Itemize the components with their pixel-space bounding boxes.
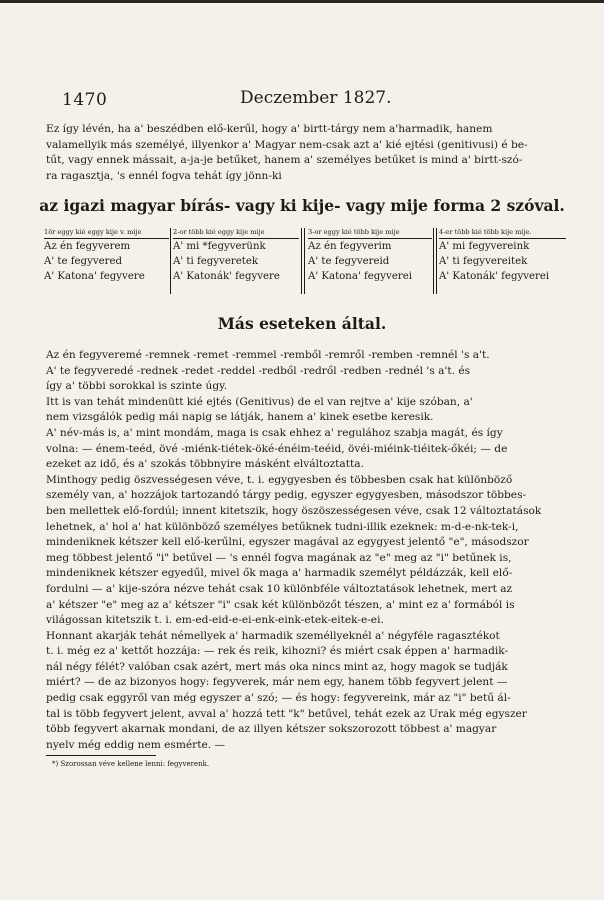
table-column — [439, 228, 566, 294]
body-line: Itt is van tehát mindenütt kié ejtés (Genitivus) de el van rejtve a' kije szóban, a' — [46, 395, 473, 408]
declension-table — [44, 228, 566, 294]
body-line: világossan kitetszik t. i. em-ed-eid-e-ei-enk-eink-etek-eitek-e-ei. — [46, 614, 384, 627]
intro-line: Ez így lévén, ha a' beszédben elő-kerűl, hogy a' birtt-tárgy nem a'harmadik, hanem — [46, 123, 493, 135]
body-text — [46, 348, 560, 753]
column-divider — [301, 228, 302, 294]
body-line: pedig csak eggyről van még egyszer a' szó; — és hogy: fegyvereink, már az "i" betű ál- — [46, 692, 511, 705]
body-line: Minthogy pedig öszvességesen véve, t. i. egygyesben és többesben csak hat különböző — [46, 473, 513, 486]
intro-line: valamellyik más személyé, illyenkor a' Magyar nem-csak azt a' kié ejtési (genitivusi) é be- — [46, 138, 528, 151]
body-line: több fegyvert akarnak mondani, de az illyen kétszer sokszorozott többest a' magyar — [46, 723, 497, 736]
column-header: 4-er több kié több kije mije. — [439, 228, 566, 239]
table-column — [308, 228, 432, 294]
section-heading-forms: az igazi magyar bírás- vagy ki kije- vagy mije forma 2 szóval. — [39, 196, 565, 215]
page-top-edge — [0, 0, 604, 3]
body-line: mindeniknek kétszer kell elő-kerűlni, egyszer magával az egygyest jelentő "e", másodszor — [46, 536, 529, 549]
column-header: 2-or több kié eggy kije mije — [173, 228, 299, 239]
table-cell: Az én fegyverem — [44, 241, 131, 252]
footnote: *) Szorossan véve kellene lenni: fegyverenk. — [52, 760, 210, 768]
column-header: 3-or eggy kié több kije mije — [308, 228, 432, 239]
table-cell: Az én fegyverim — [308, 241, 392, 252]
body-line: t. i. még ez a' kettőt hozzája: — rek és reik, kihozni? és miért csak éppen a' harmadik- — [46, 645, 509, 658]
table-column — [173, 228, 299, 294]
footnote-rule — [46, 755, 156, 756]
table-cell: A' Katonák' fegyvere — [173, 271, 280, 282]
table-cell: A' Katonák' fegyverei — [439, 271, 550, 282]
table-cell: A' ti fegyvereitek — [439, 256, 528, 267]
table-cell: A' te fegyvered — [44, 256, 123, 267]
body-line: nál négy félét? valóban csak azért, mert más oka nincs mint az, hogy magok se tudják — [46, 660, 508, 673]
body-line: ben mellettek elő-fordúl; innent kitetszik, hogy öszöszességesen véve, csak 12 változtatások — [46, 504, 542, 517]
body-line: tal is több fegyvert jelent, avval a' hozzá tett "k" betűvel, tehát ezek az Urak még egyszer — [46, 707, 527, 720]
body-line: A' te fegyveredé -rednek -redet -reddel -redből -redről -redben -rednél 's a't. és — [46, 364, 471, 377]
table-cell: A' mi *fegyverünk — [173, 241, 266, 252]
body-line: személy van, a' hozzájok tartozandó tárgy pedig, egyszer egygyesben, másodszor többes- — [46, 489, 527, 502]
body-line: Az én fegyveremé -remnek -remet -remmel -remből -remről -remben -remnél 's a't. — [46, 349, 490, 361]
table-cell: A' mi fegyvereink — [439, 241, 530, 252]
table-cell: A' ti fegyveretek — [173, 256, 259, 267]
intro-line: ra ragasztja, 's ennél fogva tehát így jönn-ki — [46, 169, 282, 182]
body-line: ezeket az idő, és a' szokás többnyire másként elváltoztatta. — [46, 458, 364, 471]
table-cell: A' te fegyvereid — [308, 256, 390, 267]
body-line: így a' többi sorokkal is szinte úgy. — [46, 380, 228, 393]
table-cell: A' Katona' fegyverei — [308, 271, 412, 282]
body-line: lehetnek, a' hol a' hat különböző személyes betűknek tudni-illik ezeknek: m-d-e-nk-tek-i, — [46, 520, 519, 533]
body-line: a' kétszer "e" meg az a' kétszer "i" csak két különbözőt tészen, a' mint ez a' formából is — [46, 598, 515, 611]
body-line: meg többest jelentő "i" betűvel — 's ennél fogva magának az "e" meg az "i" betűnek is, — [46, 551, 512, 564]
body-line: volna: — énem-teéd, övé -miénk-tiétek-öké-énéim-teéid, övéi-miéink-tiéitek-őkéi; — de — [46, 442, 508, 455]
intro-line: tűt, vagy ennek mássait, a-ja-je betűket, hanem a' személyes betűket is mind a' birtt-szó- — [46, 154, 523, 167]
body-line: Honnant akarják tehát némellyek a' harmadik személlyeknél a' négyféle ragasztékot — [46, 629, 500, 642]
section-heading-cases: Más eseteken által. — [217, 314, 387, 333]
intro-paragraph — [46, 122, 560, 184]
body-line: miért? — de az bizonyos hogy: fegyverek, már nem egy, hanem több fegyvert jelent — — [46, 676, 508, 689]
column-divider — [170, 228, 171, 294]
column-divider — [304, 228, 305, 294]
table-cell: A' Katona' fegyvere — [44, 271, 145, 282]
body-line: mindeniknek kétszer egyedűl, mivel ők maga a' harmadik személyt példázzák, kell elő- — [46, 567, 513, 580]
body-line: fordulni — a' kije-szóra nézve tehát csak 10 különbféle változtatások lehetnek, mert az — [46, 582, 513, 595]
column-divider — [436, 228, 437, 294]
page-title: Deczember 1827. — [240, 88, 392, 108]
body-line: A' név-más is, a' mint mondám, maga is csak ehhez a' regulához szabja magát, és így — [46, 426, 503, 439]
table-column — [44, 228, 169, 294]
body-line: nyelv még eddig nem esmérte. — — [46, 738, 226, 751]
page-number: 1470 — [62, 90, 108, 110]
body-line: nem vizsgálók pedig mái napig se látják, hanem a' kinek esetbe keresik. — [46, 411, 434, 424]
column-header: 1ör eggy kié eggy kije v. mije — [44, 228, 169, 239]
column-divider — [433, 228, 434, 294]
